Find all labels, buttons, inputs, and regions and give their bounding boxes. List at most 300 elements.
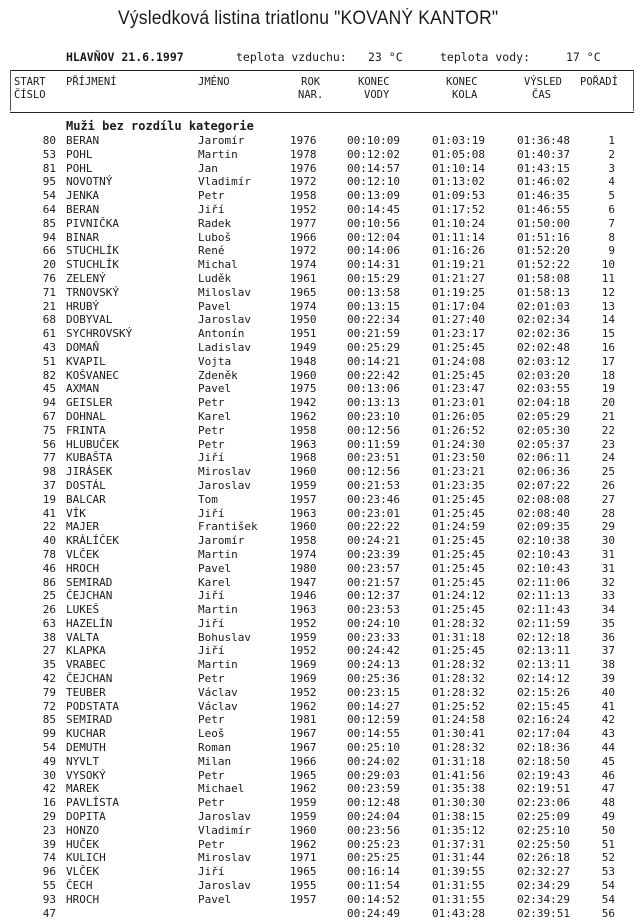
- first-name: Petr: [198, 837, 225, 851]
- rank: 2: [608, 147, 615, 161]
- bike-end-time: 01:25:45: [432, 644, 485, 658]
- first-name: Jiří: [198, 616, 225, 630]
- swim-end-time: 00:12:56: [347, 465, 400, 479]
- bike-end-time: 01:25:45: [432, 603, 485, 617]
- birth-year: 1965: [290, 768, 317, 782]
- surname: DOMAŇ: [66, 340, 100, 354]
- result-time: 01:52:22: [517, 258, 570, 272]
- birth-year: 1962: [290, 782, 317, 796]
- birth-year: 1963: [290, 506, 317, 520]
- rank: 10: [601, 258, 615, 272]
- bike-end-time: 01:31:55: [432, 892, 485, 906]
- first-name: Pavel: [198, 299, 232, 313]
- rank: 27: [601, 492, 615, 506]
- first-name: Miroslav: [198, 851, 251, 865]
- result-time: 01:58:08: [517, 271, 570, 285]
- surname: KRÁLÍČEK: [66, 534, 119, 548]
- result-time: 01:52:20: [517, 244, 570, 258]
- swim-end-time: 00:24:10: [347, 616, 400, 630]
- swim-end-time: 00:24:13: [347, 658, 400, 672]
- table-row: [0, 810, 640, 824]
- first-name: Petr: [198, 672, 225, 686]
- first-name: Leoš: [198, 727, 225, 741]
- result-time: 02:39:51: [517, 906, 570, 920]
- surname: SEMIRAD: [66, 713, 113, 727]
- start-number: 42: [42, 672, 56, 686]
- swim-end-time: 00:12:48: [347, 796, 400, 810]
- rank: 26: [601, 478, 615, 492]
- start-number: 85: [42, 216, 56, 230]
- swim-end-time: 00:25:10: [347, 741, 400, 755]
- surname: DOPITA: [66, 810, 106, 824]
- swim-end-time: 00:24:02: [347, 754, 400, 768]
- surname: NOVOTNÝ: [66, 175, 113, 189]
- swim-end-time: 00:23:56: [347, 823, 400, 837]
- bike-end-time: 01:25:45: [432, 340, 485, 354]
- result-time: 02:34:29: [517, 879, 570, 893]
- first-name: Pavel: [198, 892, 232, 906]
- bike-end-time: 01:26:52: [432, 423, 485, 437]
- bike-end-time: 01:24:12: [432, 589, 485, 603]
- surname: SYCHROVSKÝ: [66, 327, 133, 341]
- bike-end-time: 01:24:30: [432, 437, 485, 451]
- bike-end-time: 01:21:27: [432, 271, 485, 285]
- surname: DOHNAL: [66, 409, 106, 423]
- birth-year: 1972: [290, 175, 317, 189]
- swim-end-time: 00:14:27: [347, 699, 400, 713]
- swim-end-time: 00:29:03: [347, 768, 400, 782]
- first-name: Petr: [198, 768, 225, 782]
- result-time: 02:06:11: [517, 451, 570, 465]
- rank: 53: [601, 865, 615, 879]
- bike-end-time: 01:03:19: [432, 134, 485, 147]
- table-row: [0, 755, 640, 769]
- bike-end-time: 01:24:08: [432, 354, 485, 368]
- table-row: [0, 672, 640, 686]
- start-number: 25: [42, 589, 56, 603]
- first-name: Václav: [198, 685, 238, 699]
- birth-year: 1967: [290, 727, 317, 741]
- swim-end-time: 00:23:39: [347, 547, 400, 561]
- swim-end-time: 00:14:06: [347, 244, 400, 258]
- birth-year: 1960: [290, 465, 317, 479]
- bike-end-time: 01:28:32: [432, 741, 485, 755]
- rank: 23: [601, 437, 615, 451]
- surname: KOŠVANEC: [66, 368, 119, 382]
- rank: 43: [601, 727, 615, 741]
- birth-year: 1942: [290, 396, 317, 410]
- first-name: Ladislav: [198, 340, 251, 354]
- surname: HROCH: [66, 561, 100, 575]
- rank: 49: [601, 810, 615, 824]
- bike-end-time: 01:28:32: [432, 685, 485, 699]
- bike-end-time: 01:28:32: [432, 658, 485, 672]
- result-time: 02:10:43: [517, 561, 570, 575]
- start-number: 61: [42, 327, 56, 341]
- first-name: Jiří: [198, 202, 225, 216]
- swim-end-time: 00:12:10: [347, 175, 400, 189]
- page-title: Výsledková listina triatlonu "KOVANÝ KANTOR": [118, 8, 499, 29]
- surname: BERAN: [66, 202, 100, 216]
- birth-year: 1976: [290, 134, 317, 147]
- result-time: 02:25:09: [517, 810, 570, 824]
- table-row: [0, 851, 640, 865]
- first-name: Vladimír: [198, 823, 251, 837]
- result-time: 01:46:02: [517, 175, 570, 189]
- start-number: 54: [42, 189, 56, 203]
- result-time: 02:32:27: [517, 865, 570, 879]
- table-row: [0, 134, 640, 148]
- start-number: 77: [42, 451, 56, 465]
- swim-end-time: 00:16:14: [347, 865, 400, 879]
- bike-end-time: 01:24:59: [432, 520, 485, 534]
- header-rank: POŘADÍ: [580, 76, 618, 88]
- rank: 4: [608, 175, 615, 189]
- surname: TEUBER: [66, 685, 106, 699]
- bike-end-time: 01:23:01: [432, 396, 485, 410]
- rank: 45: [601, 754, 615, 768]
- header-right-border: [633, 70, 634, 111]
- table-row: [0, 741, 640, 755]
- rank: 38: [601, 658, 615, 672]
- swim-end-time: 00:23:59: [347, 782, 400, 796]
- table-row: [0, 465, 640, 479]
- surname: FRINTA: [66, 423, 106, 437]
- result-time: 01:43:15: [517, 161, 570, 175]
- rank: 37: [601, 644, 615, 658]
- result-time: 02:14:12: [517, 672, 570, 686]
- surname: VLČEK: [66, 547, 100, 561]
- first-name: Milan: [198, 754, 232, 768]
- result-time: 02:03:20: [517, 368, 570, 382]
- first-name: Michal: [198, 258, 238, 272]
- rank: 5: [608, 189, 615, 203]
- rank: 3: [608, 161, 615, 175]
- first-name: Petr: [198, 713, 225, 727]
- first-name: Jaroslav: [198, 810, 251, 824]
- rank: 54: [601, 879, 615, 893]
- section-title: Muži bez rozdílu kategorie: [66, 119, 254, 133]
- result-time: 02:03:12: [517, 354, 570, 368]
- table-row: [0, 907, 640, 921]
- table-row: [0, 424, 640, 438]
- result-time: 02:11:59: [517, 616, 570, 630]
- table-row: [0, 700, 640, 714]
- bike-end-time: 01:13:02: [432, 175, 485, 189]
- air-temperature-value: 23 °C: [368, 50, 403, 64]
- header-name: JMÉNO: [198, 76, 230, 88]
- result-time: 02:08:40: [517, 506, 570, 520]
- start-number: 29: [42, 810, 56, 824]
- table-row: [0, 520, 640, 534]
- start-number: 21: [42, 299, 56, 313]
- table-row: [0, 382, 640, 396]
- swim-end-time: 00:25:23: [347, 837, 400, 851]
- rank: 19: [601, 382, 615, 396]
- start-number: 94: [42, 396, 56, 410]
- result-time: 02:13:11: [517, 658, 570, 672]
- result-time: 02:25:10: [517, 823, 570, 837]
- bike-end-time: 01:41:56: [432, 768, 485, 782]
- header-surname: PŘÍJMENÍ: [66, 76, 117, 88]
- surname: DEMUTH: [66, 741, 106, 755]
- bike-end-time: 01:05:08: [432, 147, 485, 161]
- result-time: 02:10:43: [517, 547, 570, 561]
- rank: 28: [601, 506, 615, 520]
- birth-year: 1958: [290, 189, 317, 203]
- birth-year: 1966: [290, 230, 317, 244]
- result-time: 01:50:00: [517, 216, 570, 230]
- first-name: Karel: [198, 575, 232, 589]
- bike-end-time: 01:19:21: [432, 258, 485, 272]
- birth-year: 1974: [290, 299, 317, 313]
- birth-year: 1968: [290, 451, 317, 465]
- birth-year: 1955: [290, 879, 317, 893]
- surname: DOBYVAL: [66, 313, 113, 327]
- swim-end-time: 00:25:36: [347, 672, 400, 686]
- surname: ČEJCHAN: [66, 672, 113, 686]
- rank: 41: [601, 699, 615, 713]
- swim-end-time: 00:14:55: [347, 727, 400, 741]
- first-name: Jaromír: [198, 534, 245, 548]
- water-temperature-label: teplota vody:: [440, 50, 531, 64]
- bike-end-time: 01:09:53: [432, 189, 485, 203]
- start-number: 93: [42, 892, 56, 906]
- table-row: [0, 727, 640, 741]
- bike-end-time: 01:25:45: [432, 575, 485, 589]
- first-name: Vojta: [198, 354, 232, 368]
- result-time: 02:03:55: [517, 382, 570, 396]
- table-row: [0, 507, 640, 521]
- result-time: 02:18:36: [517, 741, 570, 755]
- table-row: [0, 451, 640, 465]
- bike-end-time: 01:31:18: [432, 630, 485, 644]
- start-number: 63: [42, 616, 56, 630]
- first-name: Petr: [198, 437, 225, 451]
- first-name: Karel: [198, 409, 232, 423]
- birth-year: 1952: [290, 616, 317, 630]
- start-number: 79: [42, 685, 56, 699]
- table-row: [0, 286, 640, 300]
- rank: 34: [601, 603, 615, 617]
- birth-year: 1958: [290, 534, 317, 548]
- birth-year: 1969: [290, 658, 317, 672]
- swim-end-time: 00:23:15: [347, 685, 400, 699]
- table-row: [0, 658, 640, 672]
- rank: 36: [601, 630, 615, 644]
- table-row: [0, 589, 640, 603]
- first-name: Petr: [198, 796, 225, 810]
- surname: AXMAN: [66, 382, 100, 396]
- surname: ZELENÝ: [66, 271, 106, 285]
- result-time: 02:06:36: [517, 465, 570, 479]
- table-row: [0, 603, 640, 617]
- bike-end-time: 01:38:15: [432, 810, 485, 824]
- result-time: 02:16:24: [517, 713, 570, 727]
- first-name: Antonín: [198, 327, 245, 341]
- swim-end-time: 00:24:04: [347, 810, 400, 824]
- start-number: 98: [42, 465, 56, 479]
- rank: 56: [601, 906, 615, 920]
- surname: KVAPIL: [66, 354, 106, 368]
- start-number: 54: [42, 741, 56, 755]
- bike-end-time: 01:43:28: [432, 906, 485, 920]
- result-time: 02:25:50: [517, 837, 570, 851]
- rank: 29: [601, 520, 615, 534]
- birth-year: 1960: [290, 823, 317, 837]
- swim-end-time: 00:13:58: [347, 285, 400, 299]
- header-left-border: [10, 70, 11, 111]
- surname: HRUBÝ: [66, 299, 100, 313]
- table-row: [0, 562, 640, 576]
- start-number: 75: [42, 423, 56, 437]
- first-name: Jiří: [198, 644, 225, 658]
- bike-end-time: 01:25:45: [432, 561, 485, 575]
- surname: POHL: [66, 147, 93, 161]
- bike-end-time: 01:23:21: [432, 465, 485, 479]
- table-row: [0, 438, 640, 452]
- surname: VALTA: [66, 630, 100, 644]
- swim-end-time: 00:14:45: [347, 202, 400, 216]
- bike-end-time: 01:37:31: [432, 837, 485, 851]
- surname: JENKA: [66, 189, 100, 203]
- rank: 8: [608, 230, 615, 244]
- first-name: Martin: [198, 147, 238, 161]
- bike-end-time: 01:28:32: [432, 616, 485, 630]
- table-row: [0, 189, 640, 203]
- start-number: 30: [42, 768, 56, 782]
- surname: BERAN: [66, 134, 100, 147]
- table-row: [0, 769, 640, 783]
- start-number: 68: [42, 313, 56, 327]
- birth-year: 1978: [290, 147, 317, 161]
- bike-end-time: 01:17:04: [432, 299, 485, 313]
- table-row: [0, 534, 640, 548]
- result-time: 02:05:37: [517, 437, 570, 451]
- bike-end-time: 01:35:38: [432, 782, 485, 796]
- start-number: 42: [42, 782, 56, 796]
- table-row: [0, 824, 640, 838]
- birth-year: 1974: [290, 547, 317, 561]
- result-time: 02:12:18: [517, 630, 570, 644]
- bike-end-time: 01:25:52: [432, 699, 485, 713]
- bike-end-time: 01:17:52: [432, 202, 485, 216]
- start-number: 95: [42, 175, 56, 189]
- rank: 9: [608, 244, 615, 258]
- surname: MAJER: [66, 520, 100, 534]
- start-number: 16: [42, 796, 56, 810]
- rank: 50: [601, 823, 615, 837]
- table-row: [0, 369, 640, 383]
- rank: 44: [601, 741, 615, 755]
- surname: PODSTATA: [66, 699, 119, 713]
- table-row: [0, 576, 640, 590]
- swim-end-time: 00:23:10: [347, 409, 400, 423]
- birth-year: 1962: [290, 409, 317, 423]
- bike-end-time: 01:26:05: [432, 409, 485, 423]
- bike-end-time: 01:31:18: [432, 754, 485, 768]
- swim-end-time: 00:21:57: [347, 575, 400, 589]
- birth-year: 1957: [290, 892, 317, 906]
- birth-year: 1963: [290, 437, 317, 451]
- surname: TRNOVSKÝ: [66, 285, 119, 299]
- swim-end-time: 00:25:29: [347, 340, 400, 354]
- table-row: [0, 396, 640, 410]
- surname: HLUBUČEK: [66, 437, 119, 451]
- surname: PIVNIČKA: [66, 216, 119, 230]
- bike-end-time: 01:11:14: [432, 230, 485, 244]
- bike-end-time: 01:23:50: [432, 451, 485, 465]
- start-number: 19: [42, 492, 56, 506]
- start-number: 26: [42, 603, 56, 617]
- first-name: Miloslav: [198, 285, 251, 299]
- table-row: [0, 893, 640, 907]
- swim-end-time: 00:11:54: [347, 879, 400, 893]
- surname: POHL: [66, 161, 93, 175]
- birth-year: 1959: [290, 796, 317, 810]
- rank: 22: [601, 423, 615, 437]
- table-row: [0, 782, 640, 796]
- swim-end-time: 00:13:06: [347, 382, 400, 396]
- first-name: Jan: [198, 161, 218, 175]
- swim-end-time: 00:10:56: [347, 216, 400, 230]
- result-time: 02:19:43: [517, 768, 570, 782]
- table-row: [0, 548, 640, 562]
- first-name: Vladimír: [198, 175, 251, 189]
- table-row: [0, 327, 640, 341]
- birth-year: 1976: [290, 161, 317, 175]
- result-time: 02:26:18: [517, 851, 570, 865]
- first-name: Martin: [198, 603, 238, 617]
- result-time: 02:02:34: [517, 313, 570, 327]
- rank: 18: [601, 368, 615, 382]
- table-row: [0, 258, 640, 272]
- birth-year: 1965: [290, 865, 317, 879]
- birth-year: 1949: [290, 340, 317, 354]
- rank: 16: [601, 340, 615, 354]
- result-time: 02:11:06: [517, 575, 570, 589]
- start-number: 85: [42, 713, 56, 727]
- swim-end-time: 00:21:53: [347, 478, 400, 492]
- swim-end-time: 00:23:46: [347, 492, 400, 506]
- bike-end-time: 01:25:45: [432, 506, 485, 520]
- swim-end-time: 00:14:21: [347, 354, 400, 368]
- rank: 25: [601, 465, 615, 479]
- table-row: [0, 300, 640, 314]
- result-time: 01:36:48: [517, 134, 570, 147]
- first-name: Jaroslav: [198, 478, 251, 492]
- result-time: 02:08:08: [517, 492, 570, 506]
- result-time: 02:23:06: [517, 796, 570, 810]
- bike-end-time: 01:25:45: [432, 534, 485, 548]
- swim-end-time: 00:13:09: [347, 189, 400, 203]
- table-row: [0, 231, 640, 245]
- birth-year: 1959: [290, 478, 317, 492]
- swim-end-time: 00:23:01: [347, 506, 400, 520]
- birth-year: 1975: [290, 382, 317, 396]
- start-number: 66: [42, 244, 56, 258]
- bike-end-time: 01:10:14: [432, 161, 485, 175]
- bike-end-time: 01:35:12: [432, 823, 485, 837]
- start-number: 35: [42, 658, 56, 672]
- table-row: [0, 148, 640, 162]
- surname: STUCHLÍK: [66, 258, 119, 272]
- first-name: Radek: [198, 216, 232, 230]
- start-number: 45: [42, 382, 56, 396]
- results-table: [0, 134, 640, 920]
- result-time: 01:46:55: [517, 202, 570, 216]
- result-time: 02:05:29: [517, 409, 570, 423]
